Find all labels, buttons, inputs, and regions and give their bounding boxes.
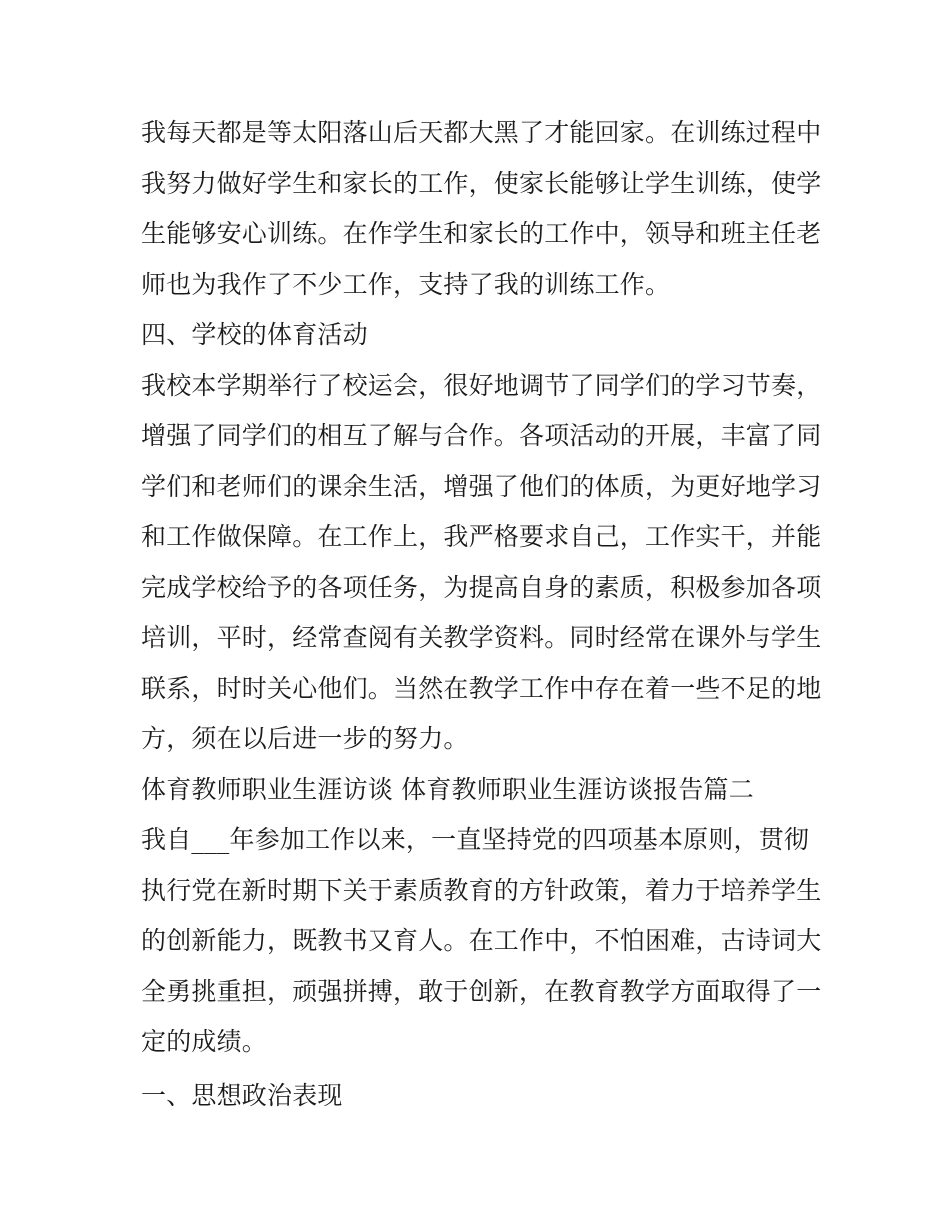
text-line: 我每天都是等太阳落山后天都大黑了才能回家。在训练过程中 — [141, 118, 822, 147]
text-line: 执行党在新时期下关于素质教育的方针政策，着力于培养学生 — [141, 875, 822, 905]
document-body — [141, 108, 821, 1121]
text-line: 生能够安心训练。在作学生和家长的工作中，领导和班主任老 — [141, 219, 822, 248]
text-line: 定的成绩。 — [141, 1027, 268, 1056]
text-line: 全勇挑重担，顽强拼搏，敢于创新，在教育教学方面取得了一 — [141, 976, 822, 1006]
text-line: 完成学校给予的各项任务，为提高自身的素质，积极参加各项 — [141, 572, 822, 602]
article-title: 体育教师职业生涯访谈 体育教师职业生涯访谈报告篇二 — [141, 774, 754, 804]
text-line: 的创新能力，既教书又育人。在工作中，不怕困难，古诗词大 — [141, 926, 822, 955]
text-line: 我努力做好学生和家长的工作，使家长能够让学生训练，使学 — [141, 168, 822, 198]
text-line: 学们和老师们的课余生活，增强了他们的体质，为更好地学习 — [141, 471, 822, 501]
text-line: 培训，平时，经常查阅有关教学资料。同时经常在课外与学生 — [141, 623, 822, 652]
section-heading: 四、学校的体育活动 — [141, 320, 368, 349]
text-line: 联系，时时关心他们。当然在教学工作中存在着一些不足的地 — [141, 673, 822, 703]
text-line: 我校本学期举行了校运会，很好地调节了同学们的学习节奏， — [141, 370, 822, 400]
text-line: 方，须在以后进一步的努力。 — [141, 724, 469, 753]
text-line: 增强了同学们的相互了解与合作。各项活动的开展，丰富了同 — [141, 421, 822, 450]
text-line: 和工作做保障。在工作上，我严格要求自己，工作实干，并能 — [141, 522, 822, 551]
text-line: 师也为我作了不少工作，支持了我的训练工作。 — [141, 269, 671, 299]
text-line: 我自___年参加工作以来，一直坚持党的四项基本原则，贯彻 — [141, 825, 810, 854]
section-heading: 一、思想政治表现 — [141, 1080, 343, 1110]
